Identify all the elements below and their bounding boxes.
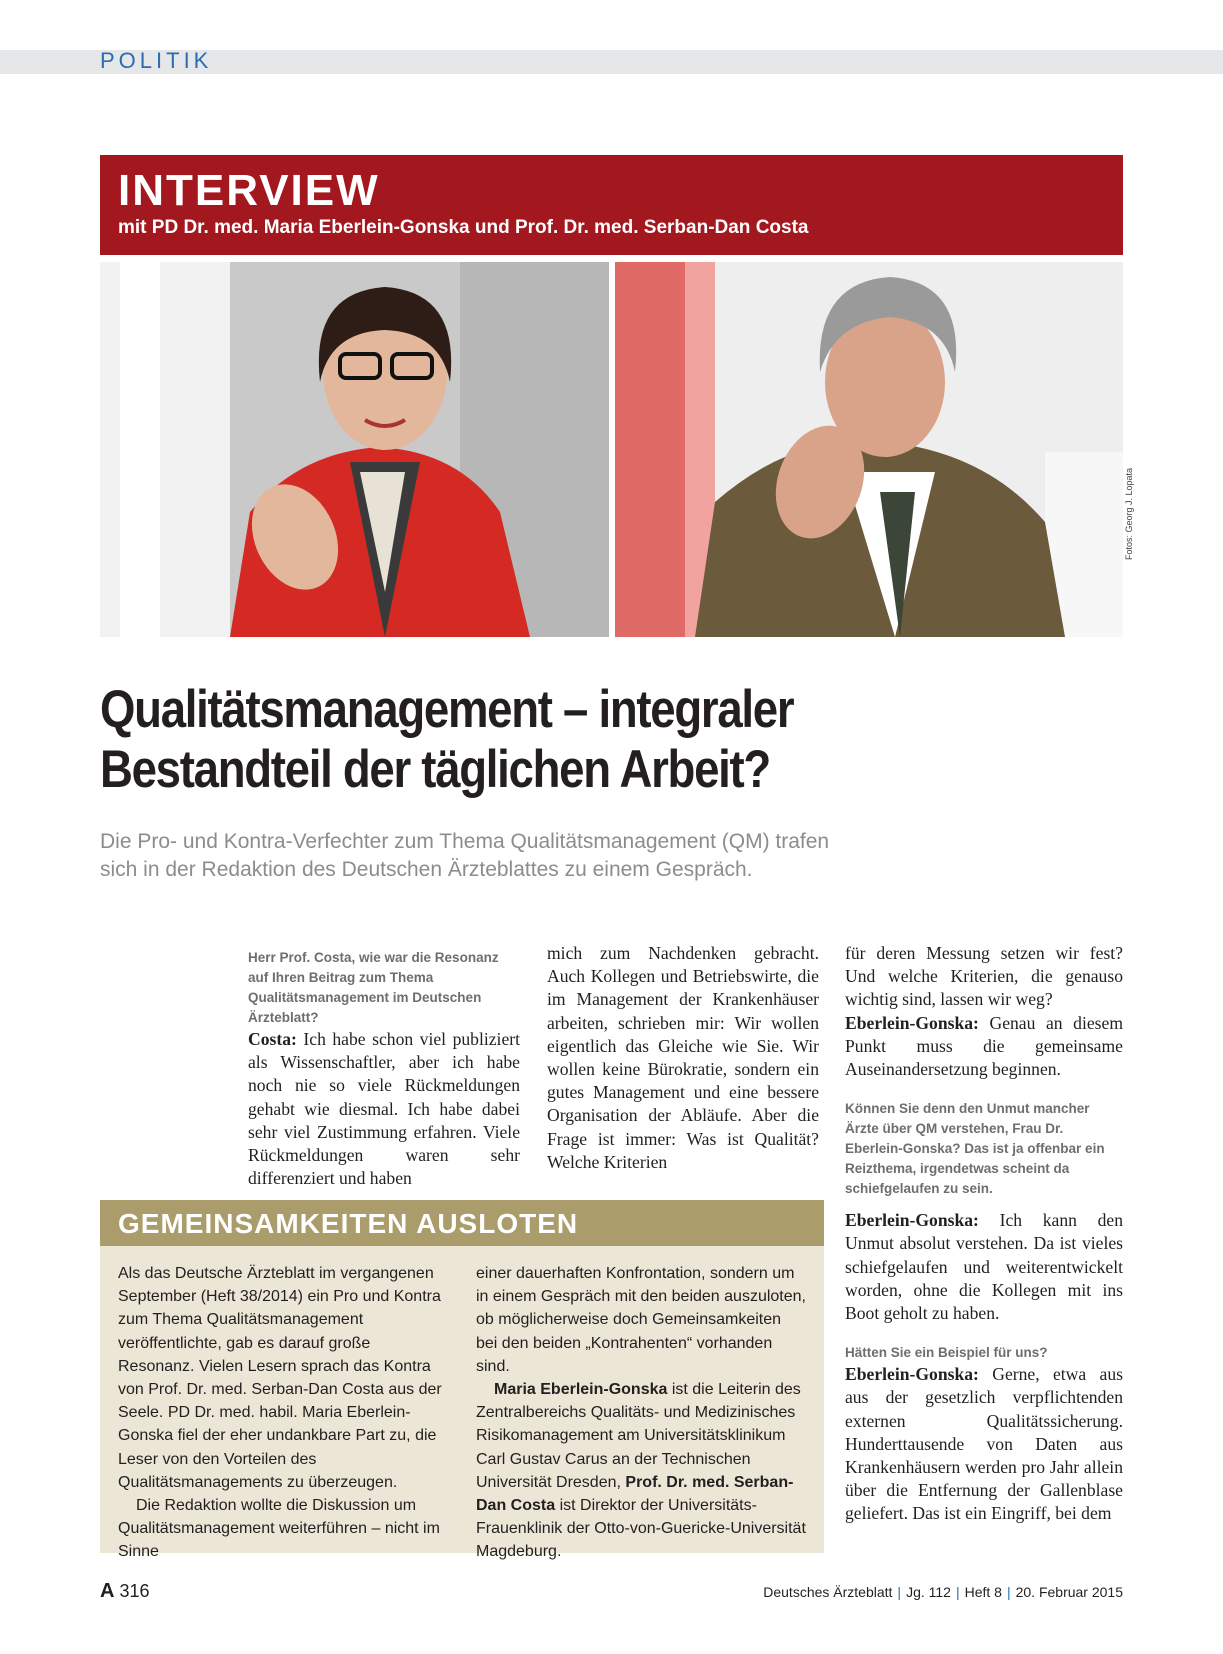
page-number-value: 316 bbox=[119, 1581, 150, 1601]
issue: Heft 8 bbox=[964, 1584, 1002, 1600]
headline bbox=[100, 680, 874, 800]
info-text: ist die Leiterin des Zentralbereichs Qualitäts- und Medizinisches Risikomanagement am Universitätsklinikum Carl Gustav Carus an der Technischen Universität Dresden, bbox=[476, 1381, 801, 1491]
answer-text: Ich kann den Unmut absolut verstehen. Da ist vieles schiefgelaufen und weiterentwickelt worden, ohne die Kollegen mit ins Boot geholt zu haben. bbox=[845, 1210, 1123, 1324]
answer-text-continued: für deren Messung setzen wir fest? Und welche Kriterien, die genauso wichtig sind, lassen wir weg? bbox=[845, 943, 1123, 1010]
publication-name: Deutsches Ärzteblatt bbox=[763, 1584, 893, 1600]
answer-text: Genau an diesem Punkt muss die gemeinsame Auseinandersetzung beginnen. bbox=[845, 1012, 1123, 1080]
section-label: POLITIK bbox=[100, 48, 213, 73]
deck-line-1: Die Pro- und Kontra-Verfechter zum Thema Qualitätsmanagement (QM) trafen bbox=[100, 830, 830, 853]
page-prefix: A bbox=[100, 1580, 115, 1602]
info-paragraph bbox=[476, 1378, 806, 1564]
interview-banner bbox=[100, 155, 1123, 255]
answer-text-continued: mich zum Nachdenken gebracht. Auch Kollegen und Betriebswirte, die im Management der Krankenhäuser arbeiten, schrieben mir: Wir wollen eigentlich das Gleiche wie Sie. Wir wollen keine Bürokratie, sondern ein gutes Management und eine bessere Organisation der Abläufe. Aber die Frage ist immer: Was ist Qualität? Welche Kriterien bbox=[547, 943, 819, 1172]
info-box-column-left bbox=[118, 1262, 448, 1564]
answer-text: Ich habe schon viel publiziert als Wissenschaftler, aber ich habe noch nie so viele Rückmeldungen gehabt wie diesmal. Ich habe dabei sehr viel Zustimmung erfahren. Viele Rückmeldungen waren sehr differenziert und haben bbox=[248, 1029, 520, 1189]
interview-question: Können Sie denn den Unmut mancher Ärzte über QM verstehen, Frau Dr. Eberlein-Gonska? Das ist ja offenbar ein Reizthema, irgendetwas scheint da schiefgelaufen zu sein. bbox=[845, 1101, 1105, 1197]
speaker-label: Eberlein-Gonska: bbox=[845, 1012, 979, 1033]
info-box-title: GEMEINSAMKEITEN AUSLOTEN bbox=[118, 1208, 579, 1239]
banner-subtitle: mit PD Dr. med. Maria Eberlein-Gonska und Prof. Dr. med. Serban-Dan Costa bbox=[118, 217, 809, 238]
info-box-column-right bbox=[476, 1262, 806, 1564]
headline-line-2: Bestandteil der täglichen Arbeit? bbox=[100, 740, 770, 799]
info-paragraph: einer dauerhaften Konfrontation, sondern um in einem Gespräch mit den beiden auszuloten, ob möglicherweise doch Gemeinsamkeiten bei den beiden „Kontrahenten“ vorhanden sind. bbox=[476, 1265, 806, 1375]
page-number bbox=[100, 1580, 150, 1603]
info-paragraph: Die Redaktion wollte die Diskussion um Qualitätsmanagement weiterführen – nicht im Sinne bbox=[118, 1497, 440, 1561]
speaker-label: Eberlein-Gonska: bbox=[845, 1210, 979, 1231]
volume: Jg. 112 bbox=[906, 1584, 951, 1600]
speaker-label: Costa: bbox=[248, 1029, 297, 1049]
article-column-2 bbox=[547, 942, 819, 1174]
deck bbox=[100, 828, 940, 884]
speaker-label: Eberlein-Gonska: bbox=[845, 1364, 979, 1385]
info-box-heading bbox=[100, 1200, 824, 1246]
info-paragraph: Als das Deutsche Ärzteblatt im vergangenen September (Heft 38/2014) ein Pro und Kontra zum Thema Qualitätsmanagement veröffentlichte, gab es darauf große Resonanz. Vielen Lesern sprach das Kontra von Prof. Dr. med. Serban-Dan Costa aus der Seele. PD Dr. med. habil. Maria Eberlein-Gonska fiel der eher undankbare Part zu, die Leser von den Vorteilen des Qualitätsmanagements zu überzeugen. bbox=[118, 1265, 442, 1491]
answer-paragraph bbox=[845, 1012, 1123, 1082]
answer-text: Gerne, etwa aus aus der gesetzlich verpflichtenden externen Qualitätssicherung. Hunderttausende von Daten aus Krankenhäusern werden pro Jahr allein über die Entfernung der Gallenblase geliefert. Das ist ein Eingriff, bei dem bbox=[845, 1364, 1123, 1524]
article-column-3 bbox=[845, 942, 1123, 1526]
banner-title: INTERVIEW bbox=[118, 166, 380, 215]
photo-costa bbox=[615, 262, 1123, 637]
answer-paragraph bbox=[845, 1209, 1123, 1325]
article-column-1 bbox=[248, 948, 520, 1190]
issue-date: 20. Februar 2015 bbox=[1015, 1584, 1123, 1600]
photo-eberlein-gonska bbox=[100, 262, 609, 637]
interview-question: Hätten Sie ein Beispiel für uns? bbox=[845, 1345, 1048, 1361]
answer-paragraph bbox=[845, 1363, 1123, 1525]
interview-question: Herr Prof. Costa, wie war die Resonanz auf Ihren Beitrag zum Thema Qualitätsmanagement im Deutschen Ärzteblatt? bbox=[248, 950, 499, 1025]
person-name: Maria Eberlein-Gonska bbox=[494, 1381, 668, 1399]
footer-publication-info: Deutsches Ärzteblatt | Jg. 112 | Heft 8 | 20. Februar 2015 bbox=[763, 1584, 1123, 1600]
person-name: Prof. Dr. med. Serban-Dan Costa bbox=[476, 1473, 794, 1515]
headline-line-1: Qualitätsmanagement – integraler bbox=[100, 680, 794, 739]
answer-paragraph bbox=[248, 1028, 520, 1190]
deck-line-2: sich in der Redaktion des Deutschen Ärzteblattes zu einem Gespräch. bbox=[100, 858, 753, 881]
info-text: ist Direktor der Universitäts-Frauenklinik der Otto-von-Guericke-Universität Magdeburg. bbox=[476, 1497, 806, 1561]
